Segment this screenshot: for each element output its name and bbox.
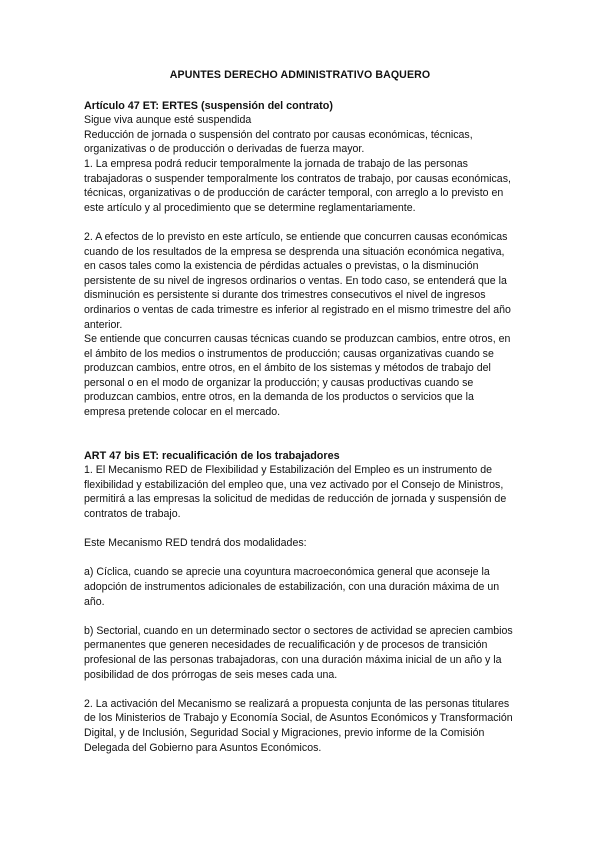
section-article-47 xyxy=(84,99,516,420)
spacer xyxy=(84,522,516,537)
section-spacer xyxy=(84,420,516,449)
section-note: Sigue viva aunque esté suspendida xyxy=(84,114,252,127)
paragraph-2: Este Mecanismo RED tendrá dos modalidades: xyxy=(84,537,307,550)
spacer xyxy=(84,551,516,566)
paragraph-1: 1. El Mecanismo RED de Flexibilidad y Estabilización del Empleo es un instrumento de flexibilidad y estabilización del empleo que, una vez activado por el Consejo de Ministros, permitirá a las empresas la solicitud de medidas de reducción de jornada y suspensión de contratos de trabajo. xyxy=(84,464,507,521)
paragraph-2: 2. A efectos de lo previsto en este artículo, se entiende que concurren causas económicas cuando de los resultados de la empresa se desprenda una situación económica negativa, en casos tales como la existencia de pérdidas actuales o previstas, o la disminución persistente de su nivel de ingresos ordinarios o ventas. En todo caso, se entenderá que la disminución es persistente si durante dos trimestres consecutivos el nivel de ingresos ordinarios o ventas de cada trimestre es inferior al registrado en el mismo trimestre del año anterior. xyxy=(84,230,511,331)
section-heading-article-47: Artículo 47 ET: ERTES (suspensión del contrato) xyxy=(84,99,333,112)
paragraph-4: b) Sectorial, cuando en un determinado sector o sectores de actividad se aprecien cambios permanentes que generen necesidades de recualificación y de procesos de transición profesional de las personas trabajadoras, con una duración máxima inicial de un año y la posibilidad de dos prórrogas de seis meses cada una. xyxy=(84,624,513,681)
section-intro: Reducción de jornada o suspensión del contrato por causas económicas, técnicas, organizativas o de producción o derivadas de fuerza mayor. xyxy=(84,128,473,156)
section-heading-article-47-bis: ART 47 bis ET: recualificación de los trabajadores xyxy=(84,449,340,462)
spacer xyxy=(84,609,516,624)
paragraph-1: 1. La empresa podrá reducir temporalmente la jornada de trabajo de las personas trabajadoras o suspender temporalmente los contratos de trabajo, por causas económicas, técnicas, organizativas o de producción de carácter temporal, con arreglo a lo previsto en este artículo y al procedimiento que se determine reglamentariamente. xyxy=(84,157,511,214)
spacer xyxy=(84,215,516,230)
paragraph-3: a) Cíclica, cuando se aprecie una coyuntura macroeconómica general que aconseje la adopción de instrumentos adicionales de estabilización, con una duración máxima de un año. xyxy=(84,566,500,608)
paragraph-3: Se entiende que concurren causas técnicas cuando se produzcan cambios, entre otros, en el ámbito de los medios o instrumentos de producción; causas organizativas cuando se produzcan cambios, entre otros, en el ámbito de los sistemas y métodos de trabajo del personal o en el modo de organizar la producción; y causas productivas cuando se produzcan cambios, entre otros, en la demanda de los productos o servicios que la empresa pretende colocar en el mercado. xyxy=(84,333,511,419)
document-page xyxy=(84,68,516,755)
paragraph-5: 2. La activación del Mecanismo se realizará a propuesta conjunta de las personas titulares de los Ministerios de Trabajo y Economía Social, de Asuntos Económicos y Transformación Digital, y de Inclusión, Seguridad Social y Migraciones, previo informe de la Comisión Delegada del Gobierno para Asuntos Económicos. xyxy=(84,697,513,754)
spacer xyxy=(84,682,516,697)
document-title: APUNTES DERECHO ADMINISTRATIVO BAQUERO xyxy=(169,69,431,81)
section-article-47-bis xyxy=(84,449,516,755)
